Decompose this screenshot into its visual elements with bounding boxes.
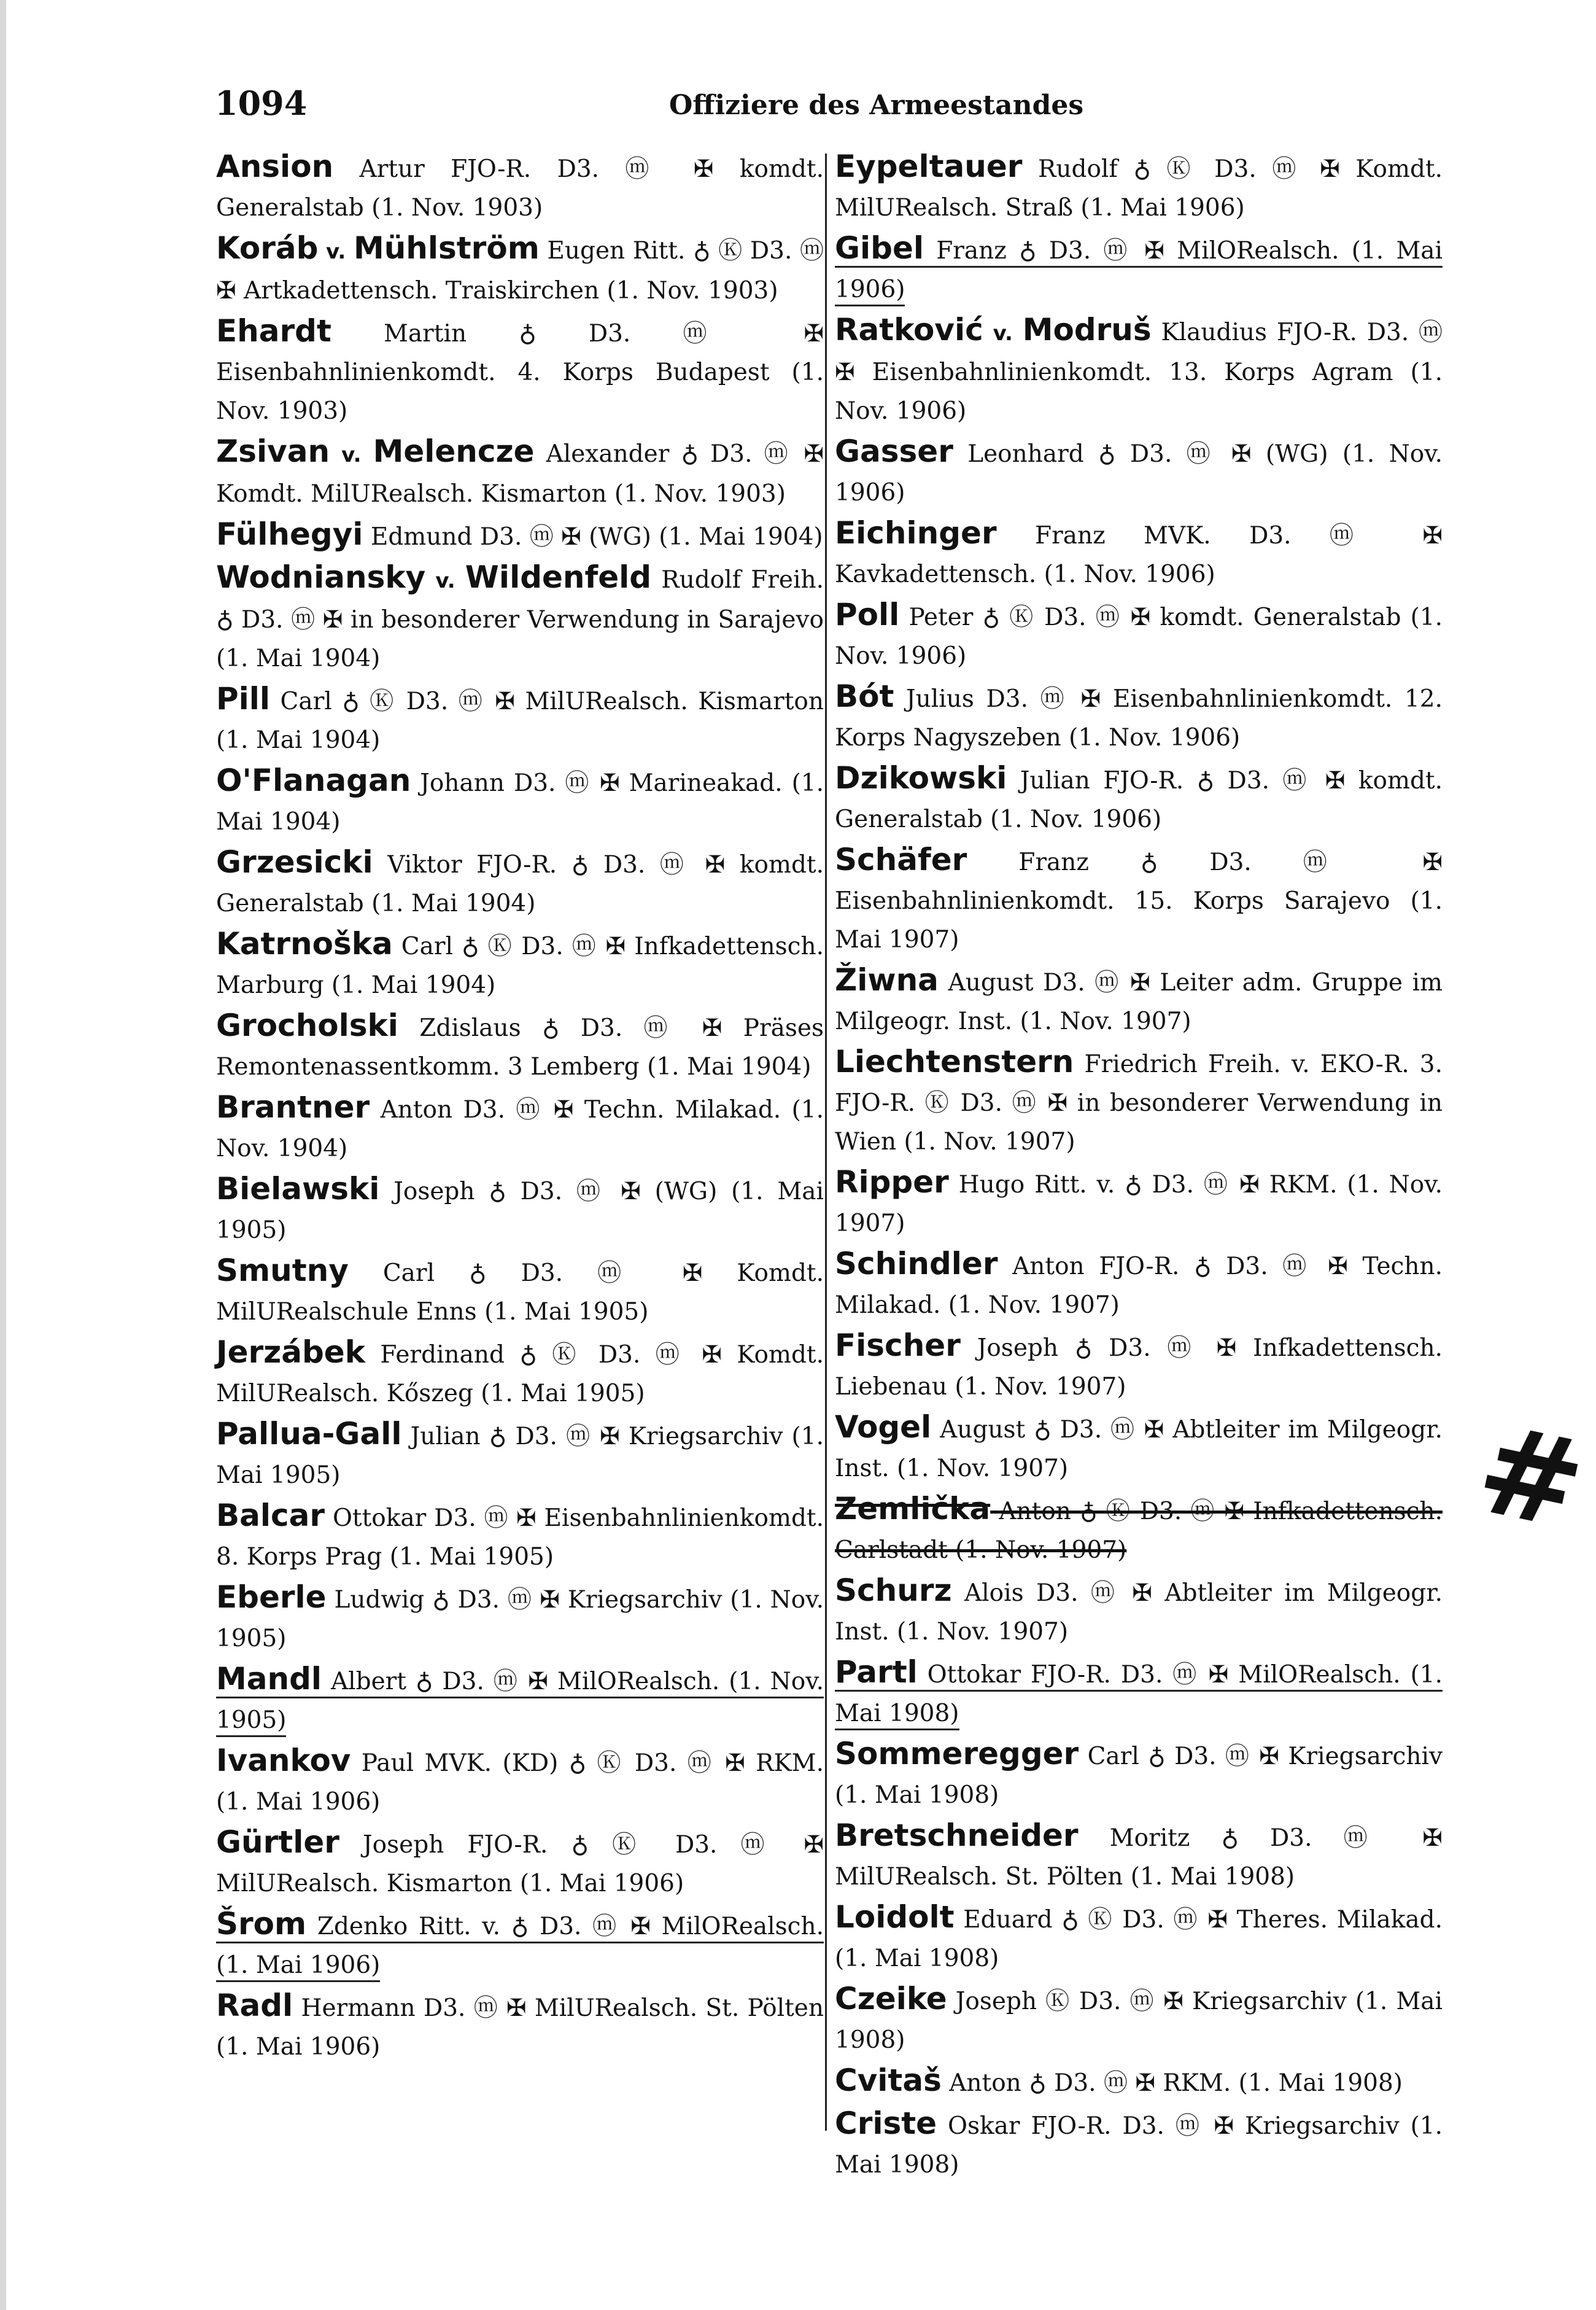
entry-text bbox=[835, 1573, 1443, 1646]
entry-text bbox=[216, 1661, 824, 1737]
entry-details: Carl ♁ Ⓚ D3. ⓜ ✠ Infkadettensch. Marburg (1. Mai 1904) bbox=[216, 933, 824, 999]
register-entry bbox=[835, 432, 1443, 512]
register-entry bbox=[835, 2061, 1443, 2102]
officer-surname: Criste bbox=[835, 2106, 937, 2141]
entry-details: August D3. ⓜ ✠ Leiter adm. Gruppe im Milgeogr. Inst. (1. Nov. 1907) bbox=[835, 969, 1443, 1035]
entry-text bbox=[216, 1253, 824, 1326]
entry-details: Johann D3. ⓜ ✠ Marineakad. (1. Mai 1904) bbox=[216, 769, 824, 836]
register-entry bbox=[216, 1823, 824, 1903]
entry-details: August ♁ D3. ⓜ ✠ Abtleiter im Milgeogr. Inst. (1. Nov. 1907) bbox=[835, 1416, 1443, 1482]
register-entry bbox=[835, 147, 1443, 227]
officer-surname: Zsivan bbox=[216, 434, 330, 469]
officer-surname: Zemlička bbox=[835, 1491, 991, 1526]
officer-surname: Ratković bbox=[835, 312, 983, 348]
entry-text bbox=[835, 1981, 1443, 2054]
entry-text bbox=[835, 1409, 1443, 1482]
column-divider bbox=[825, 154, 827, 2131]
officer-surname: Gibel bbox=[835, 230, 924, 266]
register-entry bbox=[216, 1415, 824, 1495]
register-entry bbox=[835, 1245, 1443, 1324]
entry-text bbox=[216, 1089, 824, 1162]
entry-details: Joseph Ⓚ D3. ⓜ ✠ Kriegsarchiv (1. Mai 1908) bbox=[835, 1988, 1443, 2054]
entry-details: Edmund D3. ⓜ ✠ (WG) (1. Mai 1904) bbox=[370, 523, 823, 551]
entry-details: Joseph FJO-R. ♁ Ⓚ D3. ⓜ ✠ MilURealsch. Kismarton (1. Mai 1906) bbox=[216, 1831, 824, 1897]
left-column bbox=[216, 147, 824, 2068]
entry-details: Ottokar FJO-R. D3. ⓜ ✠ MilORealsch. (1. Mai 1908) bbox=[835, 1661, 1443, 1727]
entry-details: Zdislaus ♁ D3. ⓜ ✠ Präses Remontenassentkomm. 3 Lemberg (1. Mai 1904) bbox=[216, 1014, 824, 1081]
entry-details: Joseph ♁ D3. ⓜ ✠ (WG) (1. Mai 1905) bbox=[216, 1178, 824, 1244]
officer-surname: Gasser bbox=[835, 434, 953, 469]
officer-surname: Jerzábek bbox=[216, 1334, 365, 1370]
officer-surname: Schäfer bbox=[835, 842, 967, 877]
officer-surname: Šrom bbox=[216, 1906, 307, 1942]
entry-details: Hugo Ritt. v. ♁ D3. ⓜ ✠ RKM. (1. Nov. 1907) bbox=[835, 1171, 1443, 1237]
register-entry bbox=[216, 843, 824, 923]
register-entry bbox=[216, 1088, 824, 1168]
entry-text bbox=[216, 516, 823, 552]
register-entry bbox=[835, 1163, 1443, 1243]
entry-details: Anton ♁ Ⓚ D3. ⓜ ✠ Infkadettensch. Carlstadt (1. Nov. 1907) bbox=[835, 1498, 1443, 1564]
name-particle: v. bbox=[341, 443, 362, 467]
officer-surname: Bót bbox=[835, 679, 894, 714]
officer-surname: Smutny bbox=[216, 1253, 349, 1288]
entry-text bbox=[835, 597, 1443, 670]
entry-details: Rudolf ♁ Ⓚ D3. ⓜ ✠ Komdt. MilURealsch. Straß (1. Mai 1906) bbox=[835, 155, 1443, 222]
officer-surname: Vogel bbox=[835, 1409, 932, 1445]
register-entry bbox=[216, 229, 824, 310]
entry-text bbox=[835, 2063, 1403, 2098]
entry-details: Julian ♁ D3. ⓜ ✠ Kriegsarchiv (1. Mai 1905) bbox=[216, 1423, 824, 1489]
officer-predicate: Melencze bbox=[373, 434, 535, 469]
entry-details: Klaudius FJO-R. D3. ⓜ ✠ Eisenbahnlinienkomdt. 13. Korps Agram (1. Nov. 1906) bbox=[835, 319, 1443, 425]
entry-details: Carl ♁ D3. ⓜ ✠ Komdt. MilURealschule Enns (1. Mai 1905) bbox=[216, 1259, 824, 1326]
entry-details: Oskar FJO-R. D3. ⓜ ✠ Kriegsarchiv (1. Mai 1908) bbox=[835, 2112, 1443, 2179]
entry-details: Ferdinand ♁ Ⓚ D3. ⓜ ✠ Komdt. MilURealsch. Kőszeg (1. Mai 1905) bbox=[216, 1341, 824, 1407]
entry-text bbox=[216, 1416, 824, 1489]
entry-details: Paul MVK. (KD) ♁ Ⓚ D3. ⓜ ✠ RKM. (1. Mai 1906) bbox=[216, 1749, 824, 1816]
register-entry bbox=[835, 1653, 1443, 1733]
entry-details: Eugen Ritt. ♁ Ⓚ D3. ⓜ ✠ Artkadettensch. Traiskirchen (1. Nov. 1903) bbox=[216, 237, 824, 305]
entry-text bbox=[216, 434, 824, 508]
entry-details: Alois D3. ⓜ ✠ Abtleiter im Milgeogr. Inst. (1. Nov. 1907) bbox=[835, 1579, 1443, 1646]
entry-details: Ludwig ♁ D3. ⓜ ✠ Kriegsarchiv (1. Nov. 1905) bbox=[216, 1586, 824, 1652]
entry-details: Hermann D3. ⓜ ✠ MilURealsch. St. Pölten (1. Mai 1906) bbox=[216, 1994, 824, 2061]
entry-text bbox=[835, 434, 1443, 507]
entry-text bbox=[216, 559, 824, 672]
register-entry bbox=[835, 596, 1443, 675]
officer-surname: Wodniansky bbox=[216, 559, 426, 595]
officer-surname: Liechtenstern bbox=[835, 1044, 1074, 1079]
entry-text bbox=[216, 1988, 824, 2061]
entry-text bbox=[835, 1328, 1443, 1401]
entry-text bbox=[216, 1579, 824, 1652]
officer-surname: Mandl bbox=[216, 1661, 322, 1697]
register-entry bbox=[835, 514, 1443, 594]
entry-text bbox=[216, 1498, 824, 1571]
entry-details: Anton ♁ D3. ⓜ ✠ RKM. (1. Mai 1908) bbox=[949, 2069, 1403, 2097]
register-entry bbox=[216, 1251, 824, 1331]
register-entry bbox=[835, 759, 1443, 839]
register-entry bbox=[835, 677, 1443, 757]
officer-predicate: Mühlström bbox=[353, 230, 540, 266]
entry-text bbox=[216, 230, 824, 305]
register-entry bbox=[216, 558, 824, 678]
register-entry bbox=[216, 761, 824, 841]
name-particle: v. bbox=[435, 569, 455, 593]
register-entry bbox=[216, 147, 824, 227]
register-entry bbox=[835, 311, 1443, 430]
entry-details: Zdenko Ritt. v. ♁ D3. ⓜ ✠ MilORealsch. (1. Mai 1906) bbox=[216, 1913, 824, 1979]
entry-details: Carl ♁ D3. ⓜ ✠ Kriegsarchiv (1. Mai 1908) bbox=[835, 1743, 1443, 1809]
register-entry bbox=[216, 1496, 824, 1576]
register-entry bbox=[835, 229, 1443, 309]
register-entry bbox=[216, 925, 824, 1005]
entry-text bbox=[835, 312, 1443, 425]
officer-surname: Gürtler bbox=[216, 1824, 339, 1860]
officer-surname: Bielawski bbox=[216, 1171, 380, 1207]
register-entry bbox=[835, 1490, 1443, 1569]
register-entry bbox=[835, 1735, 1443, 1814]
entry-details: Viktor FJO-R. ♁ D3. ⓜ ✠ komdt. Generalstab (1. Mai 1904) bbox=[216, 851, 824, 917]
entry-details: Eduard ♁ Ⓚ D3. ⓜ ✠ Theres. Milakad. (1. Mai 1908) bbox=[835, 1906, 1443, 1972]
officer-surname: Czeike bbox=[835, 1981, 947, 2016]
officer-surname: Balcar bbox=[216, 1498, 325, 1533]
entry-text bbox=[216, 313, 824, 425]
officer-surname: Eichinger bbox=[835, 515, 997, 551]
entry-text bbox=[835, 1654, 1443, 1730]
entry-details: Carl ♁ Ⓚ D3. ⓜ ✠ MilURealsch. Kismarton (1. Mai 1904) bbox=[216, 688, 824, 754]
officer-surname: Eberle bbox=[216, 1579, 327, 1615]
register-entry bbox=[835, 841, 1443, 959]
entry-text bbox=[835, 962, 1443, 1035]
entry-text bbox=[835, 2106, 1443, 2179]
entry-details: Alexander ♁ D3. ⓜ ✠ Komdt. MilURealsch. Kismarton (1. Nov. 1903) bbox=[216, 440, 824, 508]
officer-surname: Radl bbox=[216, 1988, 293, 2023]
officer-surname: Pallua-Gall bbox=[216, 1416, 402, 1452]
officer-surname: Dzikowski bbox=[835, 760, 1007, 796]
entry-text bbox=[835, 1246, 1443, 1319]
register-entry bbox=[216, 680, 824, 760]
officer-surname: Ripper bbox=[835, 1164, 949, 1200]
entry-text bbox=[835, 1736, 1443, 1809]
officer-surname: Schindler bbox=[835, 1246, 998, 1281]
register-entry bbox=[216, 1741, 824, 1821]
officer-surname: Pill bbox=[216, 681, 271, 717]
entry-text bbox=[216, 1743, 824, 1816]
officer-surname: O'Flanagan bbox=[216, 763, 411, 798]
entry-text bbox=[835, 679, 1443, 752]
officer-surname: Eypeltauer bbox=[835, 149, 1023, 184]
entry-text bbox=[216, 1334, 824, 1407]
register-entry bbox=[835, 1408, 1443, 1488]
running-title: Offiziere des Armeestandes bbox=[669, 90, 1084, 121]
officer-surname: Cvitaš bbox=[835, 2063, 942, 2098]
officer-surname: Grocholski bbox=[216, 1008, 398, 1043]
register-entry bbox=[216, 1170, 824, 1250]
officer-surname: Ansion bbox=[216, 149, 334, 184]
register-entry bbox=[216, 1333, 824, 1413]
officer-surname: Schurz bbox=[835, 1573, 952, 1608]
officer-surname: Koráb bbox=[216, 230, 319, 266]
officer-predicate: Wildenfeld bbox=[465, 559, 652, 595]
officer-surname: Grzesicki bbox=[216, 844, 373, 880]
officer-surname: Žiwna bbox=[835, 962, 939, 998]
entry-details: Anton FJO-R. ♁ D3. ⓜ ✠ Techn. Milakad. (1. Nov. 1907) bbox=[835, 1253, 1443, 1319]
entry-details: Franz ♁ D3. ⓜ ✠ Eisenbahnlinienkomdt. 15. Korps Sarajevo (1. Mai 1907) bbox=[835, 849, 1443, 954]
register-entry bbox=[216, 1986, 824, 2066]
entry-text bbox=[835, 149, 1443, 222]
entry-details: Julian FJO-R. ♁ D3. ⓜ ✠ komdt. Generalstab (1. Nov. 1906) bbox=[835, 767, 1443, 833]
entry-details: Ottokar D3. ⓜ ✠ Eisenbahnlinienkomdt. 8. Korps Prag (1. Mai 1905) bbox=[216, 1504, 824, 1571]
entry-text bbox=[216, 926, 824, 999]
register-entry bbox=[835, 1816, 1443, 1896]
entry-text bbox=[216, 681, 824, 754]
officer-surname: Loidolt bbox=[835, 1899, 955, 1935]
officer-surname: Partl bbox=[835, 1654, 918, 1690]
entry-text bbox=[835, 1818, 1443, 1891]
entry-text bbox=[216, 763, 824, 836]
entry-text bbox=[216, 844, 824, 917]
officer-surname: Bretschneider bbox=[835, 1818, 1079, 1853]
entry-text bbox=[835, 842, 1443, 954]
name-particle: v. bbox=[993, 321, 1013, 346]
right-column bbox=[835, 147, 1443, 2186]
entry-details: Franz ♁ D3. ⓜ ✠ MilORealsch. (1. Mai 1906) bbox=[835, 237, 1443, 303]
register-entry bbox=[216, 1905, 824, 1985]
register-entry bbox=[216, 515, 824, 556]
entry-text bbox=[835, 230, 1443, 306]
entry-text bbox=[216, 149, 824, 222]
register-entry bbox=[216, 432, 824, 513]
register-entry bbox=[835, 2104, 1443, 2184]
page-number: 1094 bbox=[215, 84, 308, 123]
officer-surname: Katrnoška bbox=[216, 926, 393, 962]
entry-details: Moritz ♁ D3. ⓜ ✠ MilURealsch. St. Pölten (1. Mai 1908) bbox=[835, 1824, 1443, 1891]
officer-predicate: Modruš bbox=[1022, 312, 1152, 348]
entry-text bbox=[216, 1906, 824, 1982]
entry-text bbox=[835, 760, 1443, 833]
officer-surname: Fischer bbox=[835, 1328, 961, 1363]
register-entry bbox=[835, 1980, 1443, 2059]
entry-details: Joseph ♁ D3. ⓜ ✠ Infkadettensch. Liebenau (1. Nov. 1907) bbox=[835, 1334, 1443, 1401]
handwritten-cross-mark: # bbox=[1465, 1397, 1596, 1558]
register-entry bbox=[216, 1006, 824, 1086]
entry-details: Friedrich Freih. v. EKO-R. 3. FJO-R. Ⓚ D3. ⓜ ✠ in besonderer Verwendung in Wien (1. Nov. 1907) bbox=[835, 1051, 1443, 1156]
register-entry bbox=[216, 1660, 824, 1740]
entry-text bbox=[835, 1044, 1443, 1156]
register-entry bbox=[835, 1043, 1443, 1161]
name-particle: v. bbox=[326, 239, 346, 264]
register-entry bbox=[835, 1326, 1443, 1406]
officer-surname: Poll bbox=[835, 597, 900, 632]
officer-surname: Ivankov bbox=[216, 1743, 351, 1778]
officer-surname: Sommeregger bbox=[835, 1736, 1079, 1771]
entry-details: Rudolf Freih. ♁ D3. ⓜ ✠ in besonderer Verwendung in Sarajevo (1. Mai 1904) bbox=[216, 566, 824, 672]
register-entry bbox=[835, 1571, 1443, 1651]
officer-surname: Fülhegyi bbox=[216, 516, 363, 552]
entry-text bbox=[835, 515, 1443, 588]
entry-details: Julius D3. ⓜ ✠ Eisenbahnlinienkomdt. 12. Korps Nagyszeben (1. Nov. 1906) bbox=[835, 685, 1443, 752]
entry-text bbox=[216, 1008, 824, 1081]
entry-details: Albert ♁ D3. ⓜ ✠ MilORealsch. (1. Nov. 1905) bbox=[216, 1668, 824, 1734]
entry-details: Martin ♁ D3. ⓜ ✠ Eisenbahnlinienkomdt. 4. Korps Budapest (1. Nov. 1903) bbox=[216, 320, 824, 425]
entry-text bbox=[216, 1171, 824, 1244]
register-entry bbox=[216, 1578, 824, 1658]
entry-details: Anton D3. ⓜ ✠ Techn. Milakad. (1. Nov. 1904) bbox=[216, 1096, 824, 1162]
page-edge-shadow bbox=[0, 0, 6, 2310]
entry-text bbox=[835, 1164, 1443, 1237]
entry-text bbox=[835, 1491, 1443, 1564]
entry-text bbox=[216, 1824, 824, 1897]
officer-surname: Ehardt bbox=[216, 313, 331, 349]
entry-details: Franz MVK. D3. ⓜ ✠ Kavkadettensch. (1. Nov. 1906) bbox=[835, 522, 1443, 588]
entry-details: Leonhard ♁ D3. ⓜ ✠ (WG) (1. Nov. 1906) bbox=[835, 440, 1443, 507]
entry-text bbox=[835, 1899, 1443, 1972]
entry-details: Artur FJO-R. D3. ⓜ ✠ komdt. Generalstab (1. Nov. 1903) bbox=[216, 155, 824, 222]
register-entry bbox=[835, 1898, 1443, 1978]
register-entry bbox=[835, 961, 1443, 1041]
register-entry bbox=[216, 312, 824, 430]
officer-surname: Brantner bbox=[216, 1089, 370, 1125]
entry-details: Peter ♁ Ⓚ D3. ⓜ ✠ komdt. Generalstab (1. Nov. 1906) bbox=[835, 604, 1443, 670]
